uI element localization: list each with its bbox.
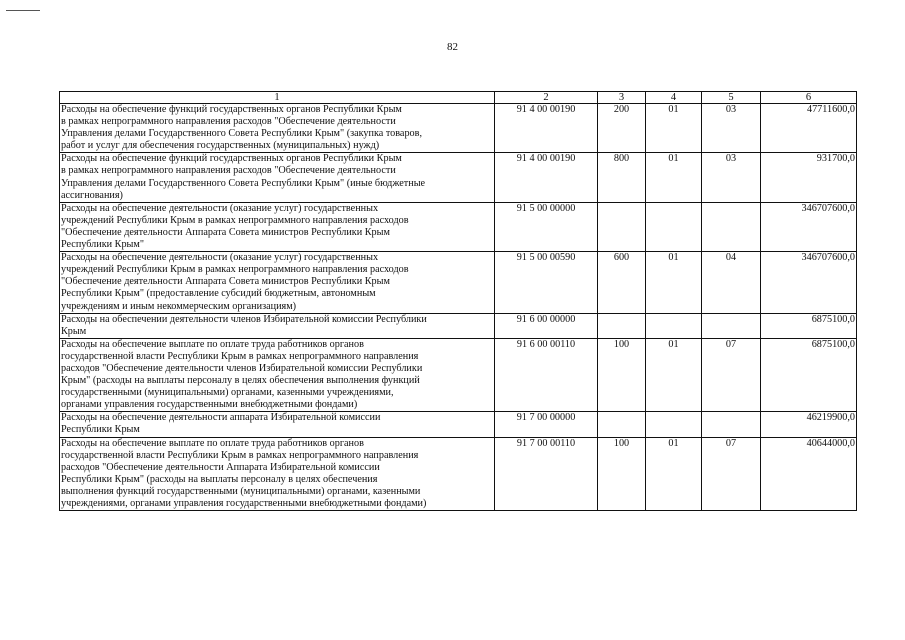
expense-name-line: в рамках непрограммного направления расходов "Обеспечение деятельности	[61, 116, 396, 128]
expense-name-line: Управления делами Государственного Совета Республики Крым" (иные бюджетные	[61, 177, 426, 189]
subsection-cell	[702, 412, 761, 437]
expense-type-cell	[598, 412, 646, 437]
subsection-cell	[702, 313, 761, 338]
expense-name-line: учреждений Республики Крым в рамках непрограммного направления расходов	[61, 214, 409, 226]
amount-cell: 47711600,0	[761, 104, 857, 153]
expense-name-line: государственной власти Республики Крым в рамках непрограммного направления	[61, 350, 419, 362]
expense-type-cell	[598, 313, 646, 338]
subsection-cell: 03	[702, 104, 761, 153]
expense-name-line: учреждениями, органами управления государственными внебюджетными фондами)	[61, 498, 427, 509]
header-cell: 4	[646, 92, 702, 104]
budget-code-cell: 91 6 00 00000	[495, 313, 598, 338]
budget-code-cell: 91 4 00 00190	[495, 104, 598, 153]
table-row	[60, 412, 857, 437]
budget-code-cell: 91 5 00 00000	[495, 202, 598, 251]
expense-name-line: Расходы на обеспечении деятельности членов Избирательной комиссии Республики	[61, 313, 427, 325]
amount-cell: 346707600,0	[761, 202, 857, 251]
expense-name-line: "Обеспечение деятельности Аппарата Совета министров Республики Крым	[61, 276, 390, 288]
amount-cell: 931700,0	[761, 153, 857, 202]
section-cell	[646, 412, 702, 437]
table-row	[60, 202, 857, 251]
top-rule	[6, 10, 40, 11]
section-cell	[646, 313, 702, 338]
expense-name-line: Расходы на обеспечение выплате по оплате труда работников органов	[61, 338, 364, 350]
expense-name-line: Расходы на обеспечение функций государственных органов Республики Крым	[61, 153, 402, 165]
expense-name-line: Республики Крым"	[61, 239, 144, 251]
section-cell	[646, 202, 702, 251]
header-cell: 1	[60, 92, 495, 104]
subsection-cell: 07	[702, 338, 761, 412]
expense-type-cell: 800	[598, 153, 646, 202]
budget-code-cell: 91 7 00 00000	[495, 412, 598, 437]
section-cell: 01	[646, 338, 702, 412]
expense-name-cell	[60, 313, 495, 338]
expense-name-line: Расходы на обеспечение деятельности (оказание услуг) государственных	[61, 202, 379, 214]
expense-name-line: учреждениям и иным некоммерческим организациям)	[61, 300, 297, 312]
section-cell: 01	[646, 252, 702, 313]
amount-cell: 40644000,0	[761, 437, 857, 511]
expense-name-line: Расходы на обеспечение выплате по оплате труда работников органов	[61, 437, 364, 449]
table-row	[60, 153, 857, 202]
header-cell: 6	[761, 92, 857, 104]
expense-name-line: Республики Крым	[61, 424, 140, 436]
subsection-cell: 07	[702, 437, 761, 511]
expense-name-cell	[60, 338, 495, 412]
amount-cell: 6875100,0	[761, 313, 857, 338]
expense-name-line: Крым	[61, 325, 87, 337]
budget-code-cell: 91 5 00 00590	[495, 252, 598, 313]
expense-type-cell: 600	[598, 252, 646, 313]
header-cell: 5	[702, 92, 761, 104]
table-row	[60, 104, 857, 153]
table-row	[60, 437, 857, 511]
expense-type-cell: 200	[598, 104, 646, 153]
expense-name-line: расходов "Обеспечение деятельности Аппарата Избирательной комиссии	[61, 461, 380, 473]
expense-name-cell	[60, 412, 495, 437]
expense-name-line: в рамках непрограммного направления расходов "Обеспечение деятельности	[61, 165, 396, 177]
budget-code-cell: 91 7 00 00110	[495, 437, 598, 511]
expense-name-line: Расходы на обеспечение функций государственных органов Республики Крым	[61, 104, 402, 115]
expense-name-line: Республики Крым" (предоставление субсидий бюджетным, автономным	[61, 288, 376, 300]
expense-name-line: ассигнования)	[61, 189, 123, 201]
expense-name-line: государственной власти Республики Крым в рамках непрограммного направления	[61, 449, 419, 461]
expense-name-cell	[60, 153, 495, 202]
header-cell: 3	[598, 92, 646, 104]
budget-code-cell: 91 6 00 00110	[495, 338, 598, 412]
expense-name-line: выполнения функций государственными (муниципальными) органами, казенными	[61, 485, 421, 497]
subsection-cell: 04	[702, 252, 761, 313]
expense-name-line: Крым" (расходы на выплаты персоналу в целях обеспечения выполнения функций	[61, 375, 420, 387]
amount-cell: 346707600,0	[761, 252, 857, 313]
expense-name-line: учреждений Республики Крым в рамках непрограммного направления расходов	[61, 264, 409, 276]
expense-name-line: Республики Крым" (расходы на выплаты персоналу в целях обеспечения	[61, 473, 378, 485]
header-cell: 2	[495, 92, 598, 104]
expense-name-line: расходов "Обеспечение деятельности членов Избирательной комиссии Республики	[61, 362, 423, 374]
expense-name-line: работ и услуг для обеспечения государственных (муниципальных) нужд)	[61, 140, 380, 152]
table-row	[60, 338, 857, 412]
expense-name-line: "Обеспечение деятельности Аппарата Совета министров Республики Крым	[61, 226, 390, 238]
expense-name-cell	[60, 252, 495, 313]
expense-type-cell: 100	[598, 338, 646, 412]
header-row	[60, 92, 857, 104]
expense-name-line: Управления делами Государственного Совета Республики Крым" (закупка товаров,	[61, 128, 422, 140]
expense-name-cell	[60, 202, 495, 251]
expense-name-line: Расходы на обеспечение деятельности (оказание услуг) государственных	[61, 252, 379, 264]
table-row	[60, 252, 857, 313]
amount-cell: 46219900,0	[761, 412, 857, 437]
expense-name-line: Расходы на обеспечение деятельности аппарата Избирательной комиссии	[61, 412, 381, 424]
section-cell: 01	[646, 437, 702, 511]
budget-code-cell: 91 4 00 00190	[495, 153, 598, 202]
table-row	[60, 313, 857, 338]
expense-name-line: государственными (муниципальными) органами, казенными учреждениями,	[61, 387, 394, 399]
subsection-cell: 03	[702, 153, 761, 202]
budget-table	[59, 91, 857, 511]
expense-name-cell	[60, 437, 495, 511]
section-cell: 01	[646, 153, 702, 202]
expense-type-cell	[598, 202, 646, 251]
subsection-cell	[702, 202, 761, 251]
expense-name-line: органами управления государственными внебюджетными фондами)	[61, 399, 358, 411]
expense-name-cell	[60, 104, 495, 153]
expense-type-cell: 100	[598, 437, 646, 511]
page-number: 82	[447, 41, 458, 53]
amount-cell: 6875100,0	[761, 338, 857, 412]
section-cell: 01	[646, 104, 702, 153]
